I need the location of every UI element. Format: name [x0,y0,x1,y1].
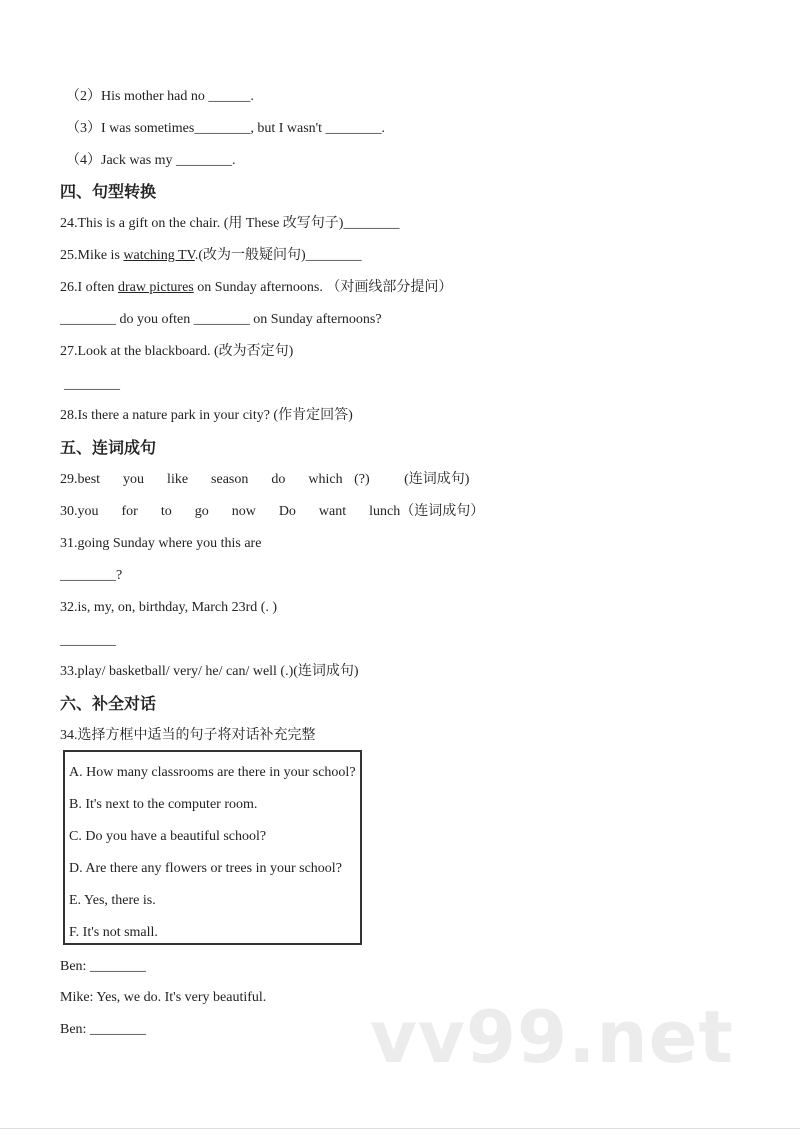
watermark: vv99.net [370,995,734,1079]
question-27-answer: ________ [64,377,120,392]
question-25 [60,247,362,265]
option-f: F. It's not small. [69,925,158,940]
question-32: 32.is, my, on, birthday, March 23rd (. ) [60,600,278,615]
dialogue-ben-1: Ben: ________ [60,959,146,974]
question-31-answer: ________? [60,568,123,583]
question-26-underlined: draw pictures [117,280,194,295]
option-a: A. How many classrooms are there in your school? [69,765,356,780]
question-24: 24.This is a gift on the chair. (用 These 改写句子)________ [60,216,400,231]
question-3: （3）I was sometimes________, but I wasn't ________. [66,121,386,136]
question-25-suffix: .(改为一般疑问句)________ [194,248,362,263]
question-28: 28.Is there a nature park in your city? (作肯定回答) [60,408,353,423]
question-29: 29.best you like season do which (?) (连词成句) [60,472,470,487]
question-25-prefix: 25.Mike is [60,248,124,263]
option-c: C. Do you have a beautiful school? [69,829,267,844]
question-25-underlined: watching TV [123,248,195,263]
dialogue-mike-1: Mike: Yes, we do. It's very beautiful. [60,990,267,1005]
question-27: 27.Look at the blackboard. (改为否定句) [60,344,294,359]
option-e: E. Yes, there is. [69,893,156,908]
question-30: 30.you for to go now Do want lunch（连词成句） [60,504,485,519]
option-d: D. Are there any flowers or trees in your school? [69,861,342,876]
dialogue-ben-2: Ben: ________ [60,1022,146,1037]
section-5-heading: 五、连词成句 [60,438,157,457]
options-box [63,750,362,945]
question-34: 34.选择方框中适当的句子将对话补充完整 [60,728,316,743]
question-4: （4）Jack was my ________. [66,153,236,168]
question-31: 31.going Sunday where you this are [60,536,262,551]
question-26-answer: ________ do you often ________ on Sunday afternoons? [60,312,382,327]
question-26-suffix: on Sunday afternoons. （对画线部分提问） [193,280,453,295]
section-6-heading: 六、补全对话 [60,694,157,713]
question-26 [60,279,452,297]
page-bottom-rule [0,1128,800,1129]
question-26-prefix: 26.I often [60,280,118,295]
question-33: 33.play/ basketball/ very/ he/ can/ well (.)(连词成句) [60,664,359,679]
option-b: B. It's next to the computer room. [69,797,258,812]
question-2: （2）His mother had no ______. [66,89,254,104]
section-4-heading: 四、句型转换 [60,182,157,201]
question-32-answer: ________ [60,633,116,648]
